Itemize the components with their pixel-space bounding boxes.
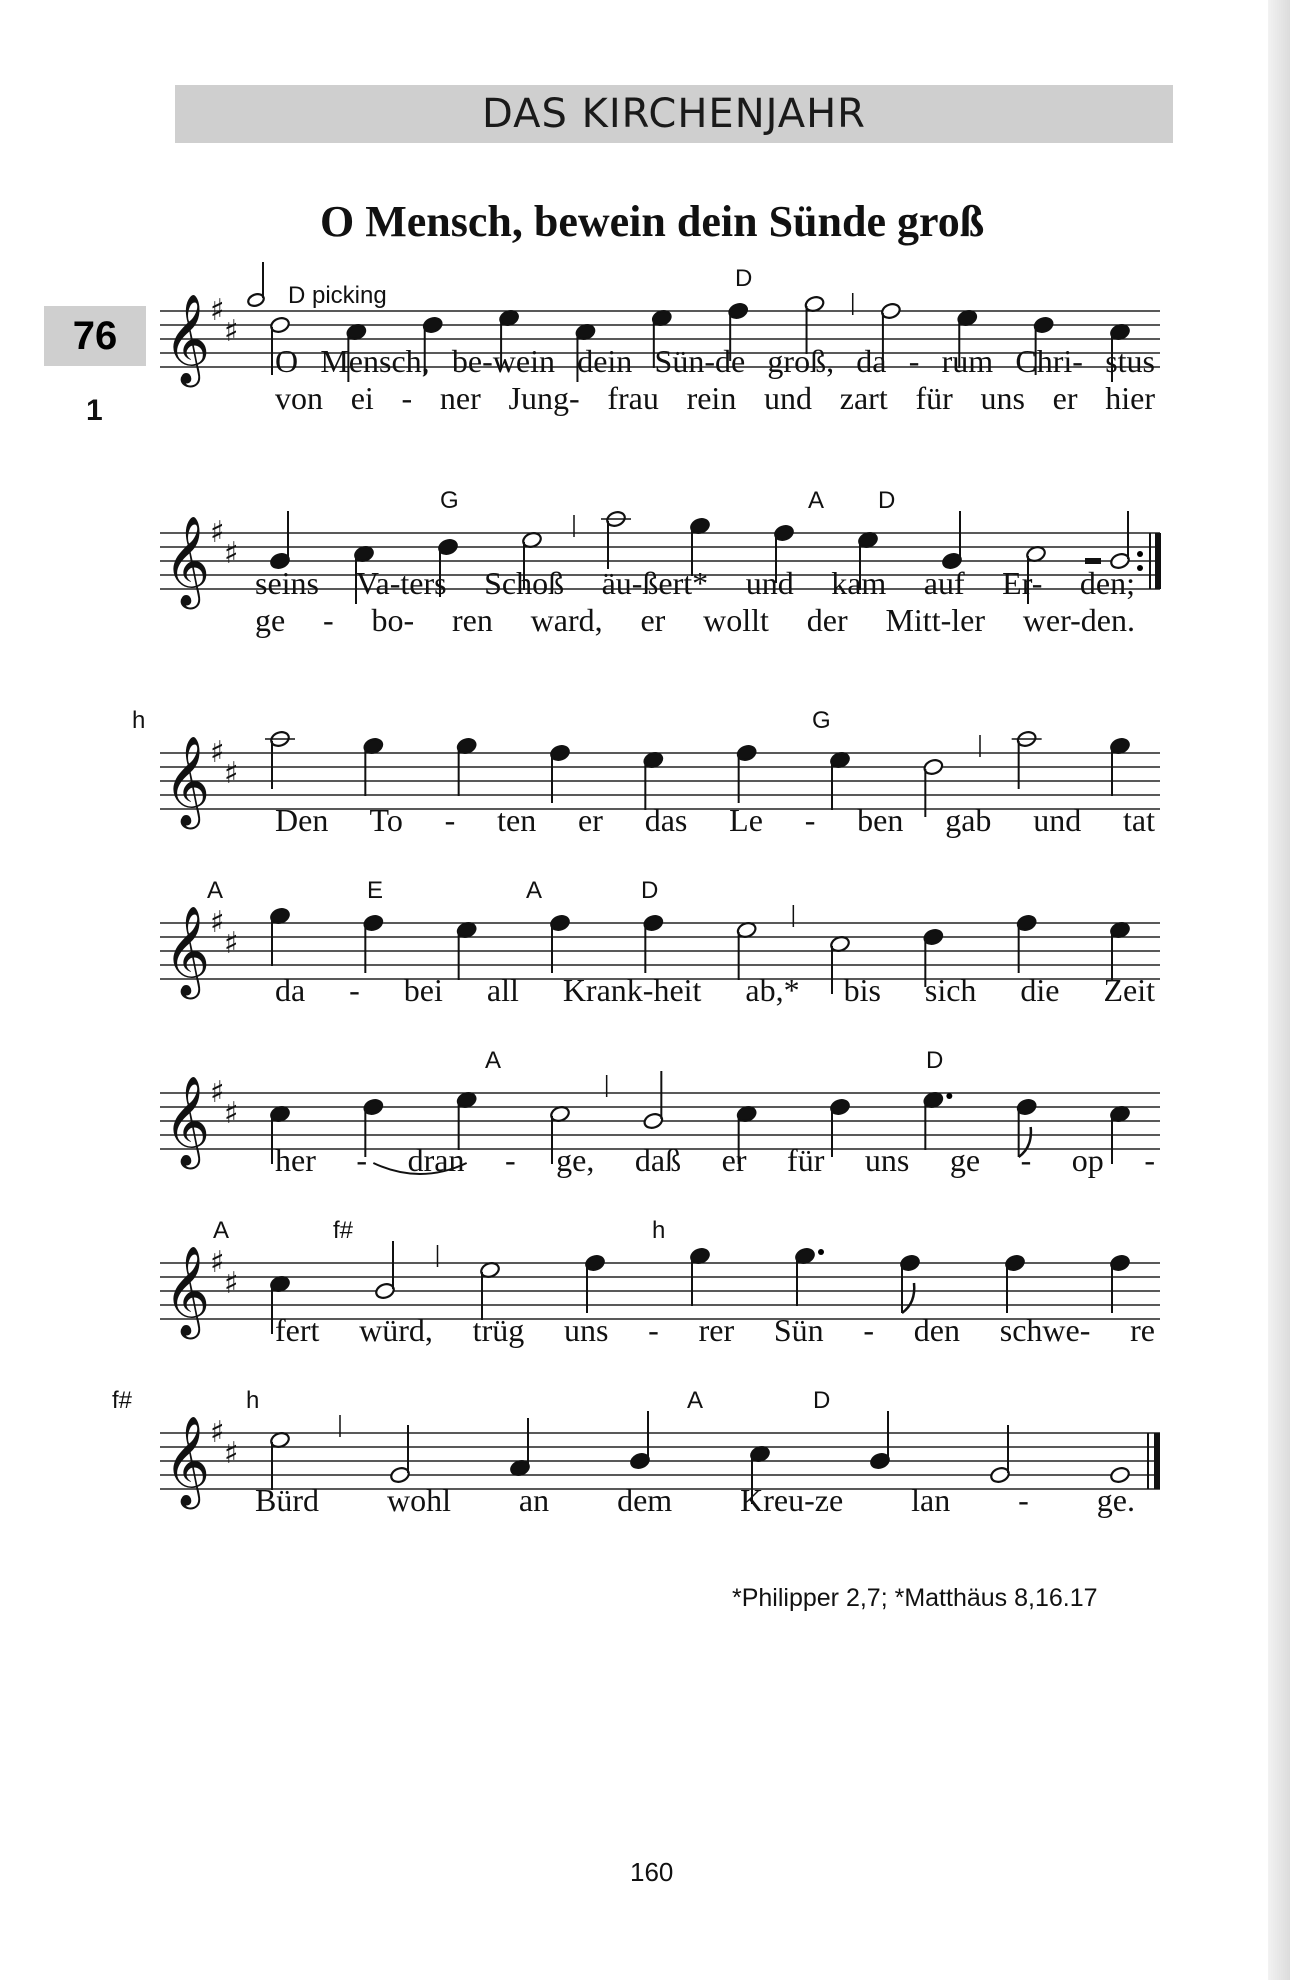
page-number: 160 [630, 1857, 674, 1887]
repeat-dot [1137, 551, 1143, 557]
lyric-line: her - dran - ge, daß er für uns ge - op - [275, 1142, 1155, 1178]
note [736, 744, 757, 803]
song-number-badge: 76 [44, 306, 146, 366]
dot [818, 1249, 824, 1255]
note [601, 510, 631, 569]
lyric-line: ge - bo- ren ward, er wollt der Mitt-ler wer-den. [255, 602, 1135, 638]
music-system-3 [132, 707, 1170, 877]
chord-symbol: D [926, 1047, 944, 1074]
lyric-line: fert würd, trüg uns - rer Sün - den schwe- re [275, 1312, 1155, 1348]
note [643, 1071, 664, 1130]
sharp-icon: ♯ [224, 926, 239, 961]
music-system-5 [160, 1047, 1170, 1217]
treble-clef-icon: 𝄞 [164, 294, 211, 384]
note [989, 1425, 1010, 1484]
note [389, 1425, 410, 1484]
music-system-4 [160, 877, 1170, 1047]
lyric-line: seins Va-ters Schoß äu-ßert* und kam auf Er- den; [255, 565, 1135, 601]
sharp-icon: ♯ [224, 1096, 239, 1131]
chord-symbol: h [652, 1217, 666, 1244]
sharp-icon: ♯ [224, 756, 239, 791]
note [869, 1411, 890, 1470]
note [549, 914, 570, 973]
tempo-text: D picking [288, 282, 387, 309]
song-title: O Mensch, bewein dein Sünde groß [320, 197, 985, 246]
chord-symbol: D [641, 877, 659, 904]
music-system-2 [160, 487, 1170, 697]
lyric-line: Bürd wohl an dem Kreu-ze lan - ge. [255, 1482, 1135, 1518]
treble-clef-icon: 𝄞 [164, 516, 211, 606]
chord-symbol: A [485, 1047, 502, 1074]
note [549, 744, 570, 803]
note [1109, 1254, 1130, 1313]
chord-symbol: G [440, 487, 459, 514]
note [363, 914, 384, 973]
chord-symbol: G [812, 707, 831, 734]
sharp-icon: ♯ [210, 1415, 225, 1450]
chord-symbol: h [246, 1387, 260, 1414]
lyric-line: Den To - ten er das Le - ben gab und tat [275, 802, 1155, 838]
note [1109, 511, 1130, 570]
note [584, 1254, 605, 1313]
music-system-1 [160, 265, 1170, 475]
chord-symbol: A [687, 1387, 704, 1414]
dot [946, 1093, 952, 1099]
sharp-icon: ♯ [210, 1075, 225, 1110]
page-edge-shadow [1268, 0, 1290, 1980]
note [941, 511, 962, 570]
lyric-line: von ei - ner Jung- frau rein und zart für uns er hier [275, 380, 1155, 416]
chord-symbol: D [735, 265, 753, 292]
note [899, 1254, 920, 1313]
chord-symbol: A [213, 1217, 230, 1244]
chord-symbol: f# [333, 1217, 354, 1244]
treble-clef-icon: 𝄞 [164, 1076, 211, 1166]
sharp-icon: ♯ [210, 1245, 225, 1280]
lyric-line: da - bei all Krank-heit ab,* bis sich die Zeit [275, 972, 1155, 1008]
chord-symbol: f# [112, 1387, 133, 1414]
note [269, 511, 290, 570]
note [374, 1241, 395, 1300]
chord-symbol: A [207, 877, 224, 904]
section-title: DAS KIRCHENJAHR [482, 91, 866, 137]
footnote: *Philipper 2,7; *Matthäus 8,16.17 [732, 1584, 1098, 1612]
whole-rest [1085, 558, 1101, 564]
sharp-icon: ♯ [210, 735, 225, 770]
verse-number: 1 [86, 394, 103, 427]
sharp-icon: ♯ [210, 905, 225, 940]
note [629, 1411, 650, 1470]
chord-symbol: h [132, 707, 146, 734]
sharp-icon: ♯ [224, 536, 239, 571]
chord-symbol: D [878, 487, 896, 514]
lyric-line: O Mensch, be-wein dein Sün-de groß, da - rum Chri- stus [275, 343, 1155, 379]
note-flag [902, 1283, 914, 1313]
section-header [175, 85, 1173, 143]
sharp-icon: ♯ [210, 293, 225, 328]
treble-clef-icon: 𝄞 [164, 1246, 211, 1336]
note [643, 914, 664, 973]
note [1004, 1254, 1025, 1313]
chord-symbol: A [526, 877, 543, 904]
sharp-icon: ♯ [210, 515, 225, 550]
sharp-icon: ♯ [224, 314, 239, 349]
treble-clef-icon: 𝄞 [164, 1416, 211, 1506]
repeat-dot [1137, 565, 1143, 571]
note [1016, 914, 1037, 973]
music-system-6 [160, 1217, 1170, 1387]
treble-clef-icon: 𝄞 [164, 906, 211, 996]
sharp-icon: ♯ [224, 1436, 239, 1471]
music-system-7 [112, 1387, 1170, 1557]
note [1012, 730, 1042, 789]
treble-clef-icon: 𝄞 [164, 736, 211, 826]
chord-symbol: E [367, 877, 384, 904]
sharp-icon: ♯ [224, 1266, 239, 1301]
chord-symbol: A [808, 487, 825, 514]
note [265, 730, 295, 789]
chord-symbol: D [813, 1387, 831, 1414]
